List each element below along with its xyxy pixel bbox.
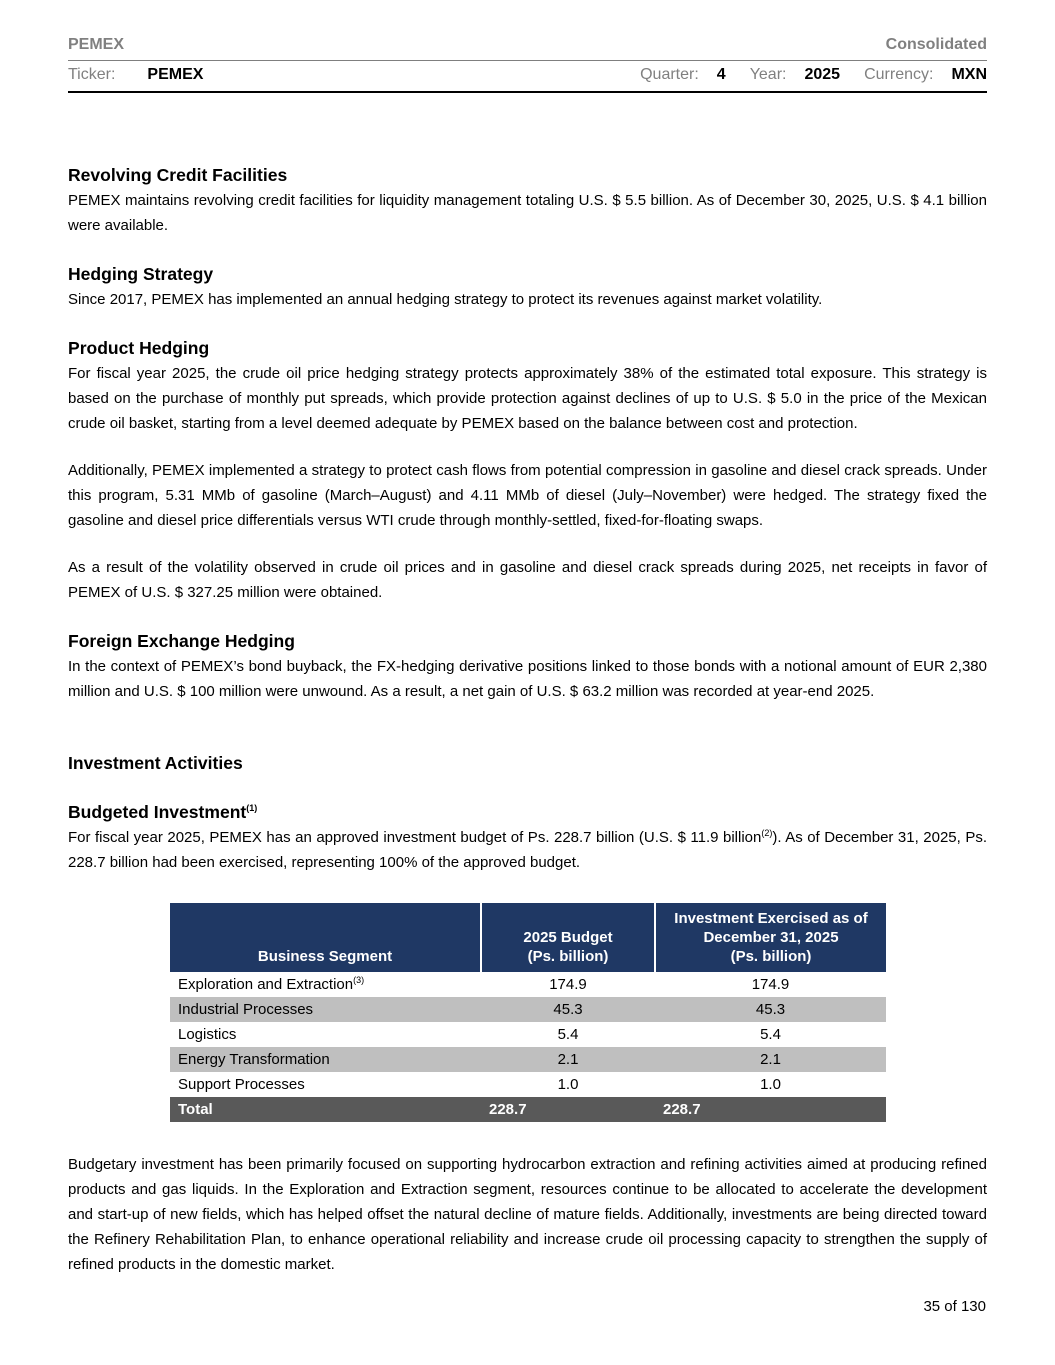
quarter-label: Quarter: [640, 66, 699, 83]
report-header [68, 36, 987, 61]
total-exercised-cell: 228.7 [655, 1097, 886, 1122]
budget-header-line2: (Ps. billion) [527, 948, 609, 965]
table-total-row [170, 1097, 886, 1122]
heading-hedging-strategy: Hedging Strategy [68, 264, 214, 284]
total-budget-cell: 228.7 [481, 1097, 655, 1122]
heading-investment-activities: Investment Activities [68, 753, 243, 773]
budgeted-investment-title: Budgeted Investment [68, 802, 247, 822]
exercised-cell: 5.4 [760, 1026, 781, 1043]
segment-cell: Logistics [178, 1026, 237, 1043]
segment-label: Exploration and Extraction [178, 976, 354, 993]
paragraph-fx-hedging: In the context of PEMEX’s bond buyback, the FX-hedging derivative positions linked to those bonds with a notional amount of EUR 2,380 million and U.S. $ 100 million were unwound. As a result, a net gain of U.S. $ 63.2 million was recorded at year-end 2025. [68, 658, 987, 700]
budget-cell: 174.9 [549, 976, 587, 993]
exercised-cell: 1.0 [760, 1076, 781, 1093]
column-header-business-segment: Business Segment [170, 903, 481, 972]
heading-fx-hedging: Foreign Exchange Hedging [68, 631, 295, 651]
heading-product-hedging: Product Hedging [68, 338, 210, 358]
exercised-cell: 45.3 [655, 997, 886, 1022]
quarter-value: 4 [716, 66, 726, 83]
year-value: 2025 [804, 66, 841, 83]
table-header-row [170, 903, 886, 972]
year-label: Year: [749, 66, 787, 83]
paragraph-revolving-credit: PEMEX maintains revolving credit facilities for liquidity management totaling U.S. $ 5.5 billion. As of December 30, 2025, U.S. $ 4.1 billion were available. [68, 192, 987, 234]
footnote-ref-2: (2) [761, 828, 773, 838]
budget-cell: 2.1 [481, 1047, 655, 1072]
table-row [170, 997, 886, 1022]
paragraph-product-hedging-3: As a result of the volatility observed in crude oil prices and in gasoline and diesel crack spreads during 2025, net receipts in favor of PEMEX of U.S. $ 327.25 million were obtained. [68, 559, 987, 601]
paragraph-budgeted-investment [68, 825, 987, 875]
page-number: 35 of 130 [923, 1298, 986, 1315]
currency-label: Currency: [864, 66, 934, 83]
exercised-cell: 174.9 [751, 976, 790, 993]
ticker-group [68, 66, 203, 84]
table-row [170, 1022, 886, 1047]
report-meta-bar [68, 61, 987, 93]
paragraph-product-hedging-1: For fiscal year 2025, the crude oil price hedging strategy protects approximately 38% of the estimated total exposure. This strategy is based on the purchase of monthly put spreads, which provide protection against declines of up to U.S. $ 5.0 in the price of the Mexican crude oil basket, starting from a level deemed adequate by PEMEX based on the balance between cost and protection. [68, 365, 987, 432]
paragraph-hedging-strategy: Since 2017, PEMEX has implemented an annual hedging strategy to protect its revenues against market volatility. [68, 291, 823, 308]
currency-value: MXN [951, 66, 987, 83]
budgeted-investment-text-after: ). As of December 31, 2025, Ps. 228.7 billion had been exercised, representing 100% of the approved budget. [68, 829, 987, 871]
segment-cell: Support Processes [178, 1076, 305, 1093]
exercised-cell: 2.1 [655, 1047, 886, 1072]
report-type: Consolidated [885, 36, 987, 53]
total-label-cell: Total [170, 1097, 481, 1122]
budget-header-line1: 2025 Budget [523, 929, 613, 946]
segment-cell: Energy Transformation [170, 1047, 481, 1072]
exercised-header-line2: December 31, 2025 [703, 929, 839, 946]
table-row [170, 1047, 886, 1072]
table-row [170, 1072, 886, 1097]
document-body [68, 93, 987, 1277]
column-header-budget [481, 903, 655, 972]
ticker-label: Ticker: [68, 66, 116, 83]
heading-revolving-credit: Revolving Credit Facilities [68, 165, 288, 185]
segment-cell: Industrial Processes [170, 997, 481, 1022]
heading-budgeted-investment [68, 800, 987, 825]
period-group [640, 66, 987, 84]
paragraph-product-hedging-2: Additionally, PEMEX implemented a strategy to protect cash flows from potential compression in gasoline and diesel crack spreads. Under this program, 5.31 MMb of gasoline (March–August) and 4.11 MMb of diesel (July–November) were hedged. The strategy fixed the gasoline and diesel price differentials versus WTI crude through monthly-settled, fixed-for-floating swaps. [68, 462, 987, 529]
paragraph-closing: Budgetary investment has been primarily focused on supporting hydrocarbon extraction and refining activities aimed at producing refined products and gas liquids. In the Exploration and Extraction segment, resources continue to be allocated to accelerate the development and start-up of new fields, which has helped offset the natural decline of mature fields. Additionally, investments are being directed toward the Refinery Rehabilitation Plan, to enhance operational reliability and increase crude oil processing capacity to strengthen the supply of refined products in the domestic market. [68, 1156, 987, 1273]
exercised-header-line1: Investment Exercised as of [674, 910, 868, 927]
ticker-value: PEMEX [147, 66, 204, 83]
company-name: PEMEX [68, 36, 125, 53]
column-header-exercised [655, 903, 886, 972]
table-row [170, 972, 886, 997]
exercised-header-line3: (Ps. billion) [730, 948, 812, 965]
investment-table [170, 903, 886, 1122]
footnote-ref-1: (1) [246, 803, 258, 814]
segment-cell [170, 972, 481, 997]
budget-cell: 5.4 [557, 1026, 579, 1043]
footnote-ref-3: (3) [353, 975, 365, 985]
budgeted-investment-text-before: For fiscal year 2025, PEMEX has an approved investment budget of Ps. 228.7 billion (U.S. $ 11.9 billion [68, 829, 762, 846]
budget-cell: 1.0 [557, 1076, 579, 1093]
budget-cell: 45.3 [481, 997, 655, 1022]
